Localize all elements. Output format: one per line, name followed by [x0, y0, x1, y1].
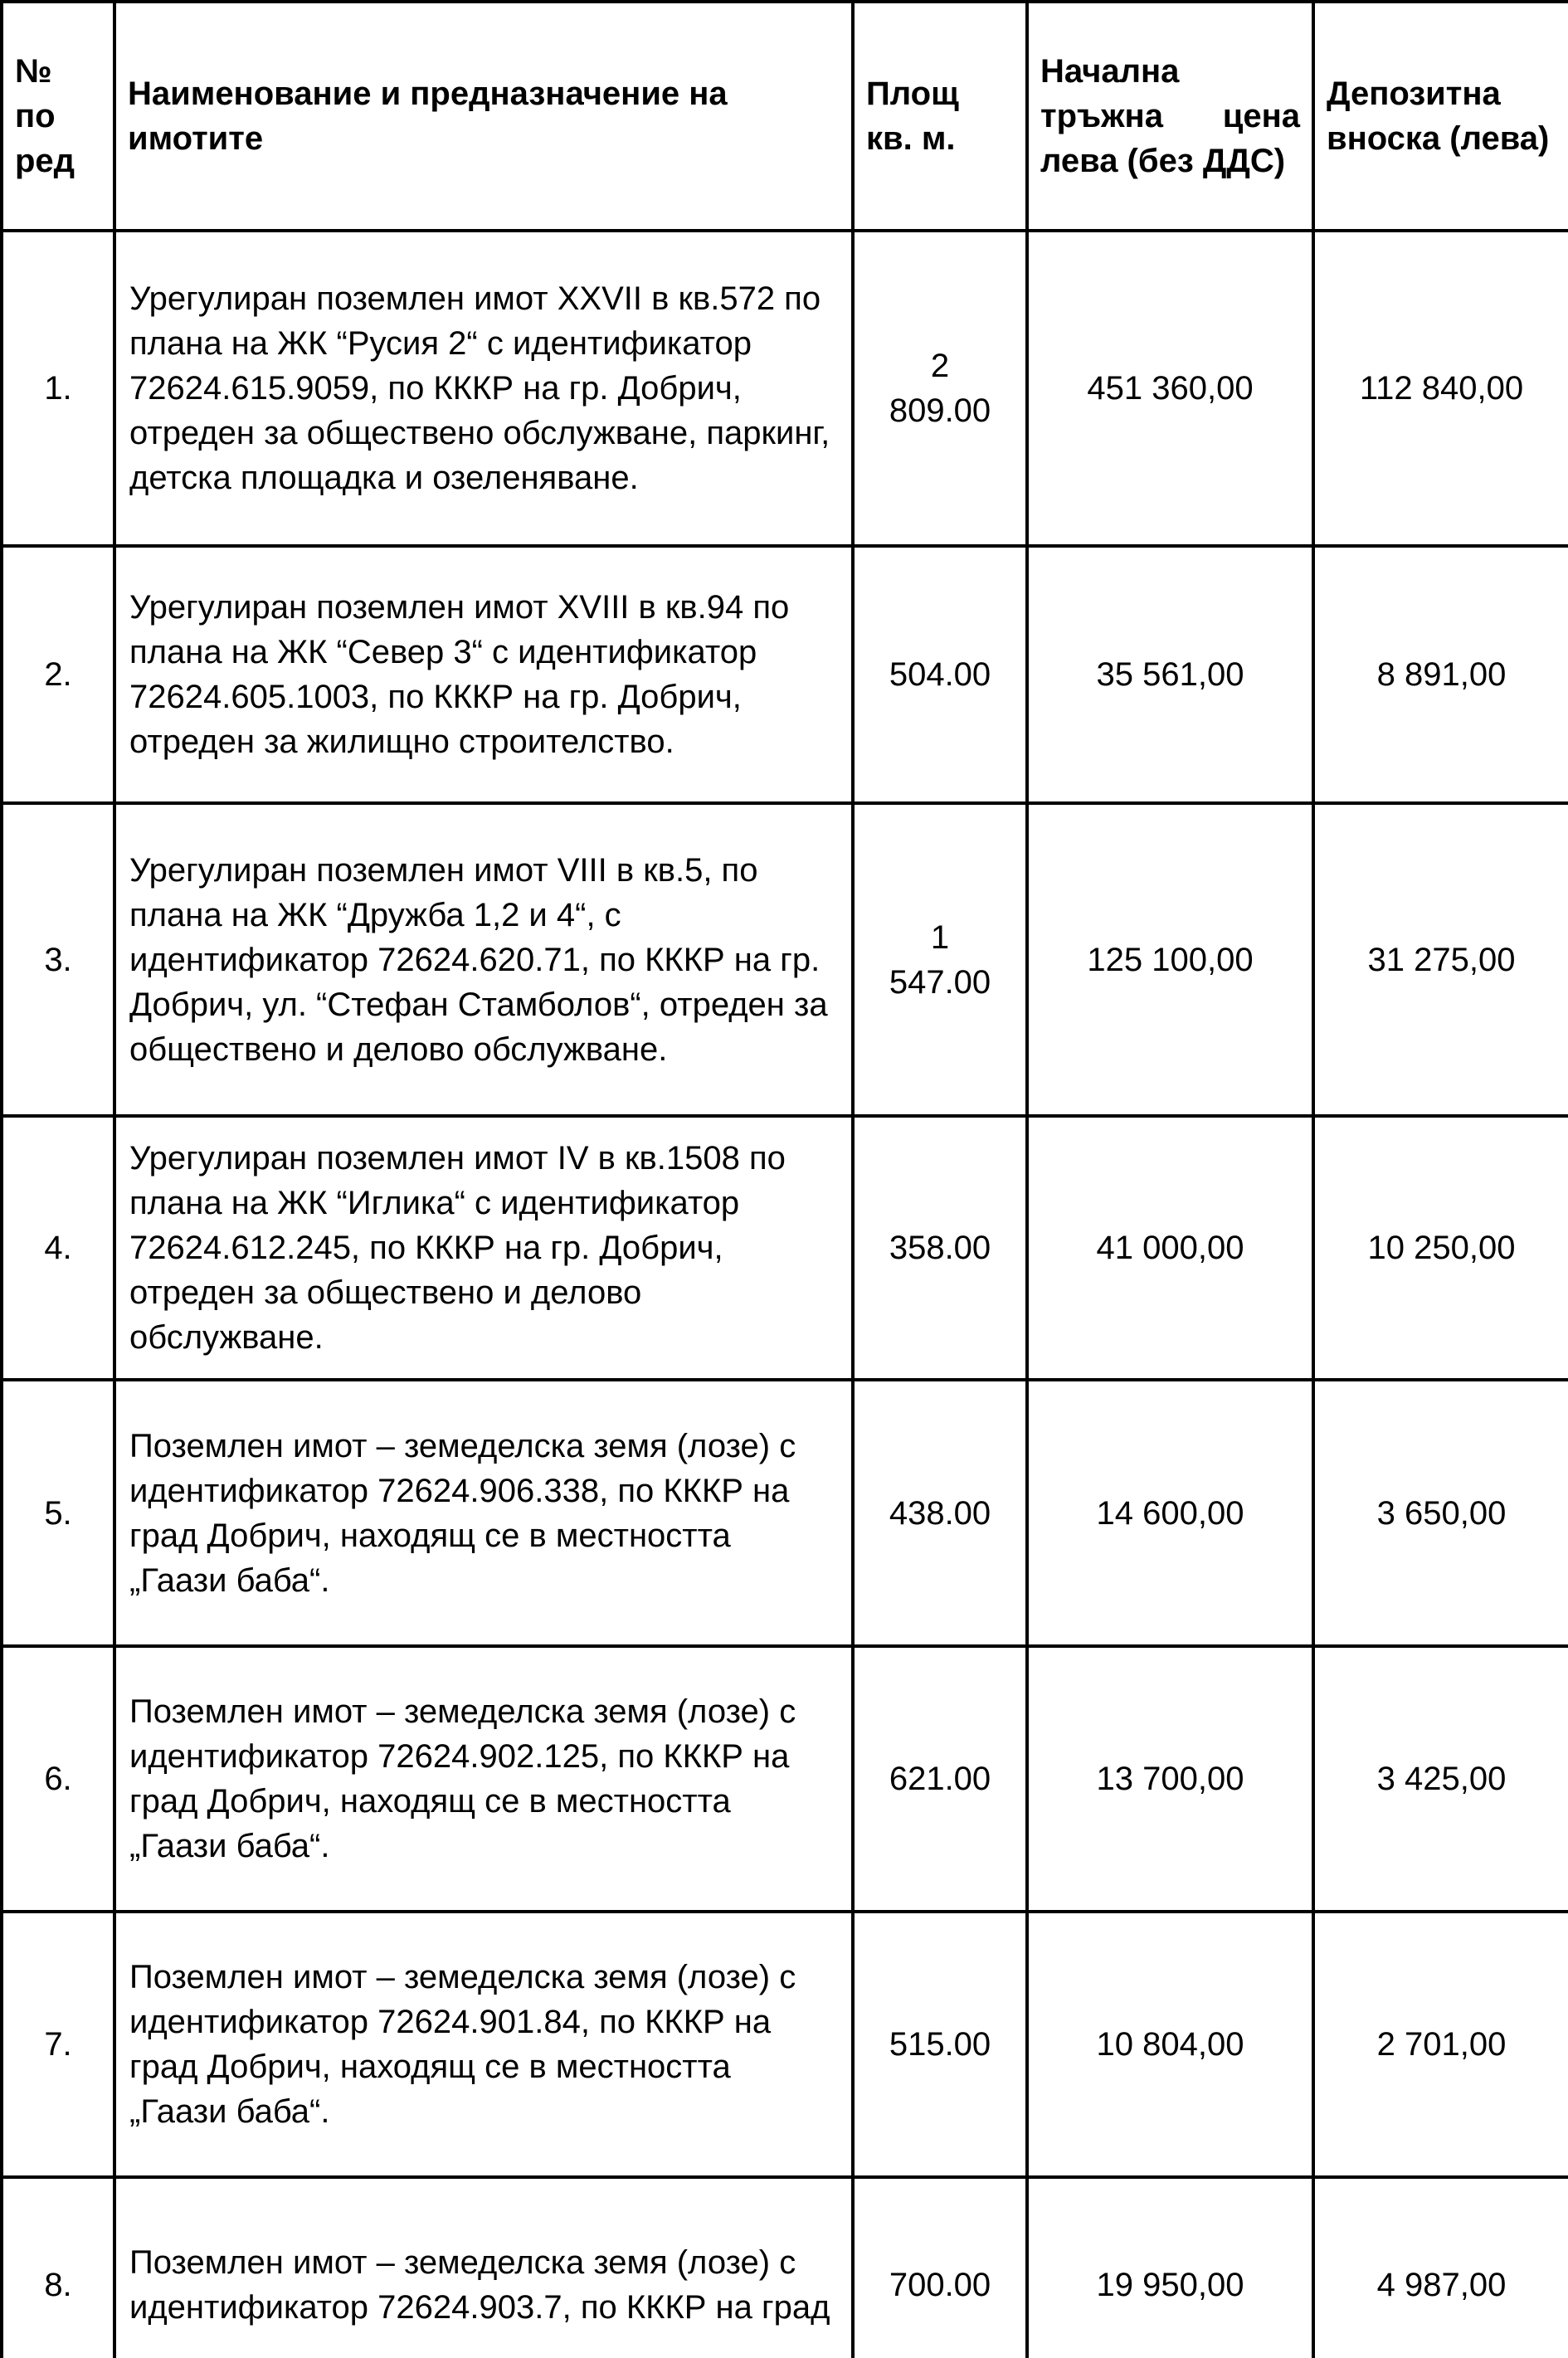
col-header-deposit: Депозитна вноска (лева) — [1313, 2, 1568, 231]
area-cell: 504.00 — [853, 546, 1027, 803]
deposit-cell: 10 250,00 — [1313, 1116, 1568, 1380]
col-header-starting-price: Начална тръжна цена лева (без ДДС) — [1027, 2, 1313, 231]
starting-price-cell: 451 360,00 — [1027, 231, 1313, 546]
area-cell: 1 547.00 — [853, 803, 1027, 1116]
deposit-cell: 4 987,00 — [1313, 2177, 1568, 2358]
table-row — [2, 546, 1568, 803]
table-header-row — [2, 2, 1568, 231]
area-cell: 621.00 — [853, 1646, 1027, 1912]
col-header-area: Площ кв. м. — [853, 2, 1027, 231]
row-number-cell: 4. — [2, 1116, 114, 1380]
starting-price-cell: 35 561,00 — [1027, 546, 1313, 803]
row-number-cell: 6. — [2, 1646, 114, 1912]
property-description-cell: Урегулиран поземлен имот IV в кв.1508 по плана на ЖК “Иглика“ с идентификатор 72624.612.245, по КККР на гр. Добрич, отреден за обществено и делово обслужване. — [114, 1116, 853, 1380]
area-cell: 2 809.00 — [853, 231, 1027, 546]
property-description-cell: Поземлен имот – земеделска земя (лозе) с идентификатор 72624.902.125, по КККР на град Добрич, находящ се в местността „Гаази баба“. — [114, 1646, 853, 1912]
table-row — [2, 1646, 1568, 1912]
table-row — [2, 803, 1568, 1116]
row-number-cell: 5. — [2, 1380, 114, 1646]
row-number-cell: 3. — [2, 803, 114, 1116]
deposit-cell: 31 275,00 — [1313, 803, 1568, 1116]
col-header-property-name: Наименование и предназначение на имотите — [114, 2, 853, 231]
table-row — [2, 1912, 1568, 2177]
area-cell: 515.00 — [853, 1912, 1027, 2177]
table-row — [2, 231, 1568, 546]
table-row — [2, 1116, 1568, 1380]
area-cell: 438.00 — [853, 1380, 1027, 1646]
property-description-cell: Поземлен имот – земеделска земя (лозе) с идентификатор 72624.901.84, по КККР на град Добрич, находящ се в местността „Гаази баба“. — [114, 1912, 853, 2177]
row-number-cell: 8. — [2, 2177, 114, 2358]
row-number-cell: 7. — [2, 1912, 114, 2177]
starting-price-cell: 13 700,00 — [1027, 1646, 1313, 1912]
starting-price-cell: 19 950,00 — [1027, 2177, 1313, 2358]
area-cell: 700.00 — [853, 2177, 1027, 2358]
property-description-cell: Урегулиран поземлен имот XXVII в кв.572 по плана на ЖК “Русия 2“ с идентификатор 72624.615.9059, по КККР на гр. Добрич, отреден за обществено обслужване, паркинг, детска площадка и озеленяване. — [114, 231, 853, 546]
deposit-cell: 112 840,00 — [1313, 231, 1568, 546]
property-description-cell: Поземлен имот – земеделска земя (лозе) с идентификатор 72624.906.338, по КККР на град Добрич, находящ се в местността „Гаази баба“. — [114, 1380, 853, 1646]
col-header-row-number: № по ред — [2, 2, 114, 231]
property-description-cell: Урегулиран поземлен имот XVIII в кв.94 по плана на ЖК “Север 3“ с идентификатор 72624.605.1003, по КККР на гр. Добрич, отреден за жилищно строителство. — [114, 546, 853, 803]
row-number-cell: 2. — [2, 546, 114, 803]
starting-price-cell: 10 804,00 — [1027, 1912, 1313, 2177]
deposit-cell: 3 650,00 — [1313, 1380, 1568, 1646]
table-row — [2, 2177, 1568, 2358]
table-row — [2, 1380, 1568, 1646]
property-description-cell: Урегулиран поземлен имот VIII в кв.5, по плана на ЖК “Дружба 1,2 и 4“, с идентификатор 72624.620.71, по КККР на гр. Добрич, ул. “Стефан Стамболов“, отреден за обществено и делово обслужване. — [114, 803, 853, 1116]
area-cell: 358.00 — [853, 1116, 1027, 1380]
property-description-cell: Поземлен имот – земеделска земя (лозе) с идентификатор 72624.903.7, по КККР на град — [114, 2177, 853, 2358]
deposit-cell: 3 425,00 — [1313, 1646, 1568, 1912]
starting-price-cell: 41 000,00 — [1027, 1116, 1313, 1380]
deposit-cell: 8 891,00 — [1313, 546, 1568, 803]
row-number-cell: 1. — [2, 231, 114, 546]
starting-price-cell: 125 100,00 — [1027, 803, 1313, 1116]
deposit-cell: 2 701,00 — [1313, 1912, 1568, 2177]
starting-price-cell: 14 600,00 — [1027, 1380, 1313, 1646]
